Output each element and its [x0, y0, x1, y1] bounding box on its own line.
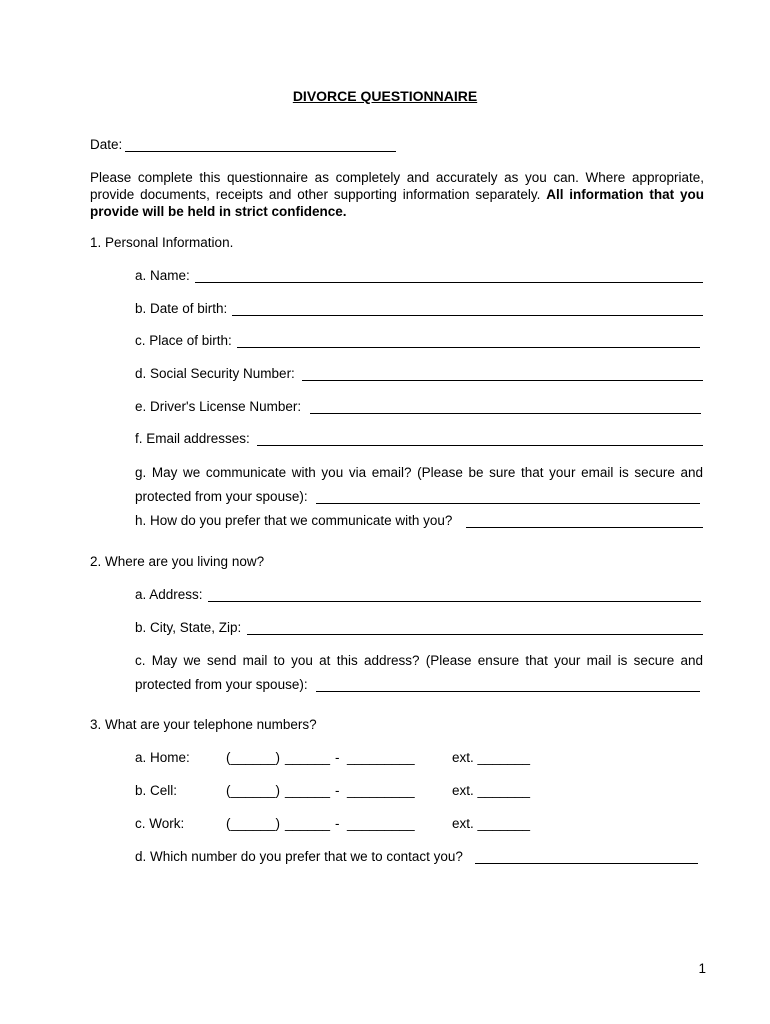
place-of-birth-field[interactable]	[237, 347, 700, 348]
mail-permission-field[interactable]	[316, 691, 700, 692]
phone-cell-area-code[interactable]: (______)	[226, 783, 281, 798]
preferred-number-field[interactable]	[475, 863, 698, 864]
name-label: a. Name:	[135, 268, 190, 283]
date-of-birth-label: b. Date of birth:	[135, 301, 228, 316]
communication-preference-field[interactable]	[466, 527, 703, 528]
intro-bold-text: All information that you provide will be held in strict confidence.	[90, 187, 704, 219]
phone-work-dash: -	[335, 816, 340, 831]
city-state-zip-field[interactable]	[247, 634, 703, 635]
phone-home-ext[interactable]: ext. _______	[452, 750, 531, 765]
place-of-birth-label: c. Place of birth:	[135, 333, 232, 348]
section3-heading: 3. What are your telephone numbers?	[90, 717, 317, 732]
ssn-field[interactable]	[302, 380, 703, 381]
phone-home-dash: -	[335, 750, 340, 765]
mail-permission-question: c. May we send mail to you at this address? (Please ensure that your mail is secure and	[135, 653, 703, 668]
phone-home-label: a. Home:	[135, 750, 190, 765]
email-permission-question: g. May we communicate with you via email? (Please be sure that your email is secure and	[135, 465, 703, 480]
phone-cell-label: b. Cell:	[135, 783, 178, 798]
phone-cell-ext[interactable]: ext. _______	[452, 783, 531, 798]
phone-home-area-code[interactable]: (______)	[226, 750, 281, 765]
date-label: Date:	[90, 137, 123, 152]
date-of-birth-field[interactable]	[232, 315, 703, 316]
email-permission-label: protected from your spouse):	[135, 489, 308, 504]
phone-work-prefix[interactable]: ______	[285, 816, 331, 831]
phone-work-label: c. Work:	[135, 816, 185, 831]
intro-text: Please complete this questionnaire as completely and accurately as you can. Where appropriate, provide documents, receipts and other supporting information separately.	[90, 170, 704, 202]
address-field[interactable]	[208, 601, 701, 602]
drivers-license-label: e. Driver's License Number:	[135, 399, 302, 414]
email-permission-field[interactable]	[316, 503, 700, 504]
phone-home-prefix[interactable]: ______	[285, 750, 331, 765]
page-number: 1	[698, 961, 706, 976]
date-field[interactable]	[125, 151, 396, 152]
ssn-label: d. Social Security Number:	[135, 366, 295, 381]
communication-preference-label: h. How do you prefer that we communicate with you?	[135, 513, 453, 528]
name-field[interactable]	[195, 282, 703, 283]
phone-cell-dash: -	[335, 783, 340, 798]
intro-paragraph	[90, 169, 704, 220]
phone-work-area-code[interactable]: (______)	[226, 816, 281, 831]
section1-heading: 1. Personal Information.	[90, 235, 234, 250]
phone-home-number[interactable]: _________	[347, 750, 415, 765]
phone-work-number[interactable]: _________	[347, 816, 415, 831]
city-state-zip-label: b. City, State, Zip:	[135, 620, 242, 635]
mail-permission-label: protected from your spouse):	[135, 677, 308, 692]
phone-work-ext[interactable]: ext. _______	[452, 816, 531, 831]
phone-cell-number[interactable]: _________	[347, 783, 415, 798]
address-label: a. Address:	[135, 587, 203, 602]
drivers-license-field[interactable]	[310, 413, 701, 414]
phone-cell-prefix[interactable]: ______	[285, 783, 331, 798]
email-addresses-field[interactable]	[257, 445, 703, 446]
page-title: DIVORCE QUESTIONNAIRE	[292, 88, 478, 104]
section2-heading: 2. Where are you living now?	[90, 554, 265, 569]
preferred-number-label: d. Which number do you prefer that we to contact you?	[135, 849, 463, 864]
email-addresses-label: f. Email addresses:	[135, 431, 250, 446]
